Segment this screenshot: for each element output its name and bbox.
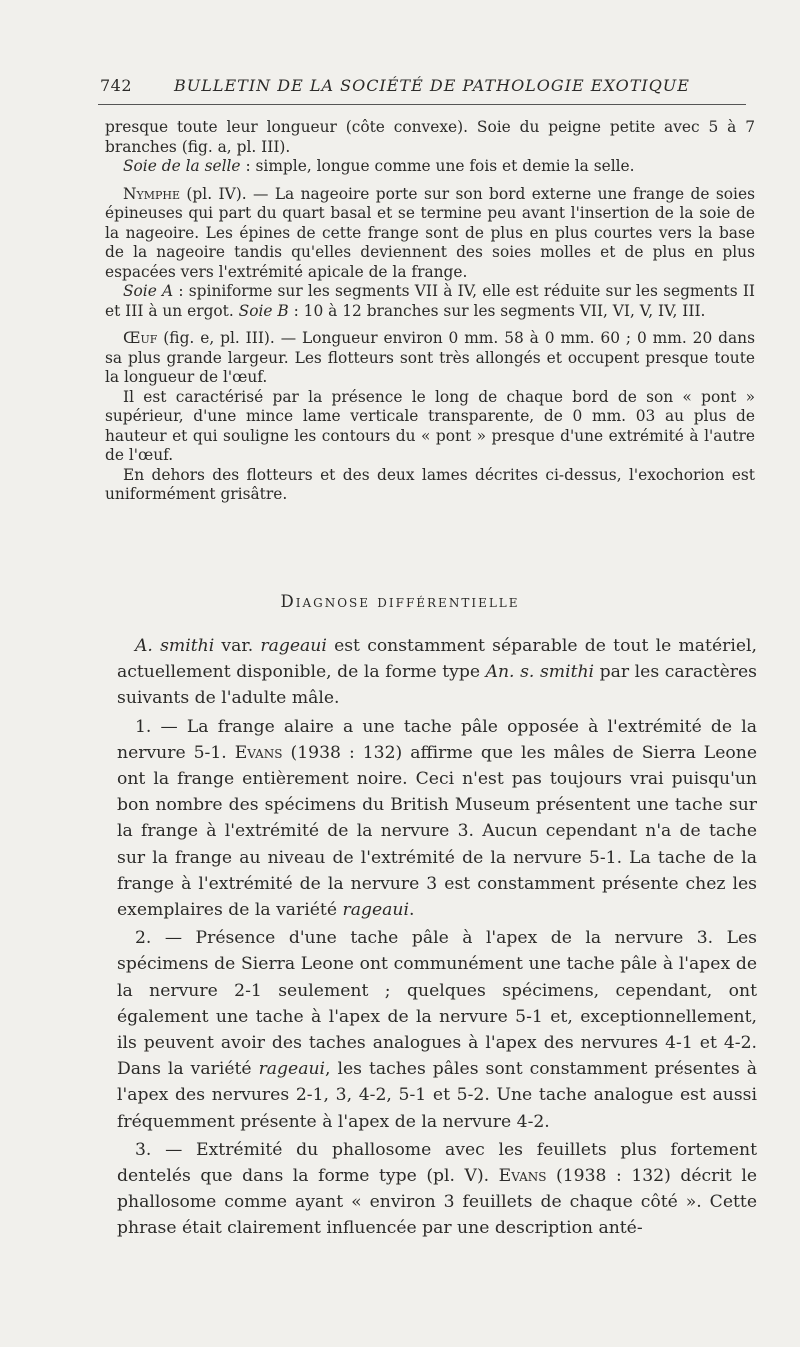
running-header — [100, 76, 745, 100]
diagnosis-point-2: 2. — Présence d'une tache pâle à l'apex de la nervure 3. Les spécimens de Sierra Leone ont communément une tache pâle à l'apex de la nervure 2-1 seulement ; quelques spécimens, cependant, ont également une tache à l'apex de la nervure 5-1 et, exceptionnellement, ils peuvent avoir des taches analogues à l'apex des nervures 4-1 et 4-2. Dans la variété rageaui, les taches pâles sont constamment présentes à l'apex des nervures 2-1, 3, 4-2, 5-1 et 5-2. Une tache analogue est aussi fréquemment présente à l'apex de la nervure 4-2. — [117, 928, 757, 1132]
diagnosis-point-1: 1. — La frange alaire a une tache pâle opposée à l'extrémité de la nervure 5-1. Evans (1938 : 132) affirme que les mâles de Sierra Leone ont la frange entièrement noire. Ceci n'est pas toujours vrai puisqu'un bon nombre des spécimens du British Museum présentent une tache sur la frange à l'extrémité de la nervure 3. Aucun cependant n'a de tache sur la frange au niveau de l'extrémité de la nervure 5-1. La tache de la frange à l'extrémité de la nervure 3 est constamment présente chez les exemplaires de la variété rageaui. — [117, 716, 757, 921]
paragraph-pont: Il est caractérisé par la présence le long de chaque bord de son « pont » supérieur, d'une mince lame verticale transparente, de 0 mm. 03 au plus de hauteur et qui souligne les contours du « pont » presque d'une extrémité à l'autre de l'œuf. — [105, 387, 755, 464]
paragraph-nymphe: Nymphe (pl. IV). — La nageoire porte sur son bord externe une frange de soies épineuses qui part du quart basal et se termine peu avant l'insertion de la soie de la nageoire. Les épines de cette frange sont de plus en plus courtes vers la base de la nageoire tandis qu'elles deviennent des soies molles et de plus en plus espacées vers l'extrémité apicale de la frange. — [105, 184, 755, 281]
diagnosis-text-block — [117, 633, 757, 1242]
paragraph-oeuf: Œuf (fig. e, pl. III). — Longueur environ 0 mm. 58 à 0 mm. 60 ; 0 mm. 20 dans sa plus grande largeur. Les flotteurs sont très allongés et occupent presque toute la longueur de l'œuf. — [105, 329, 755, 386]
header-rule — [98, 104, 746, 105]
paragraph-soie-selle: Soie de la selle : simple, longue comme une fois et demie la selle. — [123, 157, 635, 175]
description-text-block — [105, 118, 755, 505]
journal-title: BULLETIN DE LA SOCIÉTÉ DE PATHOLOGIE EXOTIQUE — [174, 76, 690, 95]
diagnosis-point-3: 3. — Extrémité du phallosome avec les feuillets plus fortement dentelés que dans la forme type (pl. V). Evans (1938 : 132) décrit le phallosome comme ayant « environ 3 feuillets de chaque côté ». Cette phrase était clairement influencée par une description anté- — [117, 1139, 757, 1239]
diagnosis-intro: A. smithi var. rageaui est constamment séparable de tout le matériel, actuellement disponible, de la forme type An. s. smithi par les caractères suivants de l'adulte mâle. — [117, 636, 758, 709]
section-heading: Diagnose différentielle — [280, 592, 520, 611]
page-number: 742 — [100, 76, 133, 95]
paragraph-soie-a-b: Soie A : spiniforme sur les segments VII à IV, elle est réduite sur les segments II et III à un ergot. Soie B : 10 à 12 branches sur les segments VII, VI, V, IV, III. — [105, 282, 755, 320]
paragraph-continuation: presque toute leur longueur (côte convexe). Soie du peigne petite avec 5 à 7 branches (fig. a, pl. III). — [105, 118, 755, 156]
paragraph-exochorion: En dehors des flotteurs et des deux lames décrites ci-dessus, l'exochorion est uniformément grisâtre. — [105, 465, 755, 503]
